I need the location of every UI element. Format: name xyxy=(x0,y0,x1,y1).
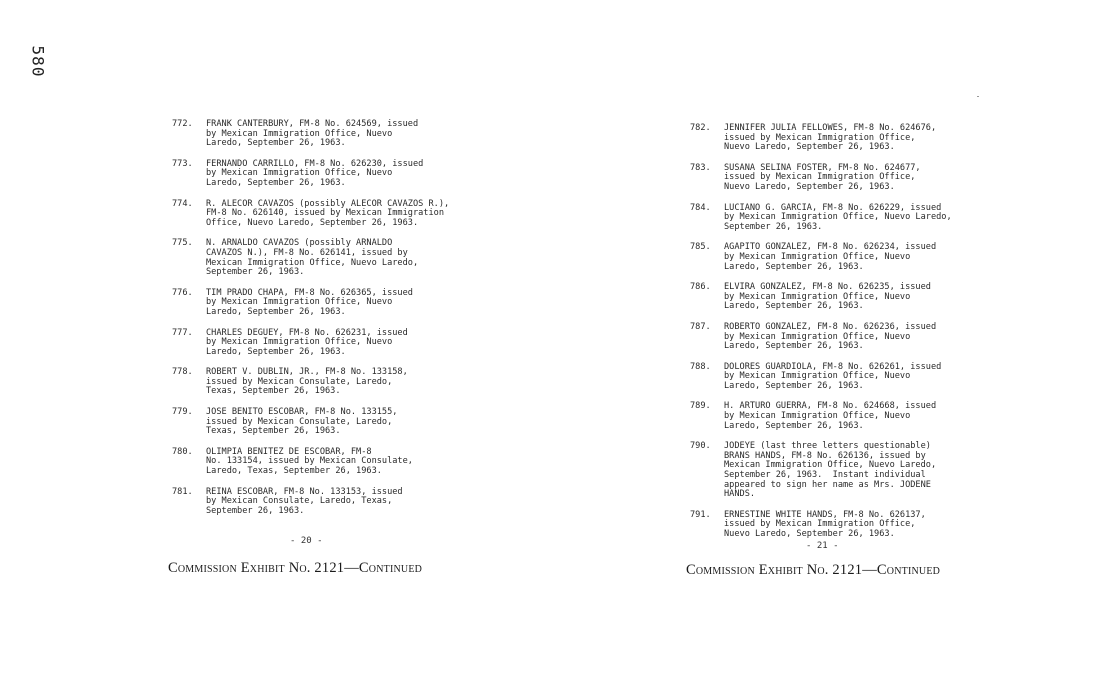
list-item xyxy=(690,164,990,193)
entry-number: 777. xyxy=(172,327,193,338)
list-item xyxy=(172,200,492,229)
page-number: 580 xyxy=(28,45,48,78)
entry-text: TIM PRADO CHAPA, FM-8 No. 626365, issued by Mexican Immigration Office, Nuevo Laredo, September 26, 1963. xyxy=(206,287,413,317)
entry-number: 782. xyxy=(690,123,711,133)
entry-number: 772. xyxy=(172,119,193,129)
list-item xyxy=(690,511,990,540)
entry-text: JENNIFER JULIA FELLOWES, FM-8 No. 624676, issued by Mexican Immigration Office, Nuevo Laredo, September 26, 1963. xyxy=(724,123,937,153)
entry-number: 784. xyxy=(690,202,711,213)
entry-text: JODEYE (last three letters questionable) BRANS HANDS, FM-8 No. 626136, issued by Mexican Immigration Office, Nuevo Laredo, September 26, 1963. Instant individual appeared to sign her name as Mrs. JODENE HANDS. xyxy=(724,441,937,500)
list-item xyxy=(172,329,492,358)
list-item xyxy=(690,124,990,153)
left-page-folio: - 20 - xyxy=(290,536,323,546)
left-page-caption: Commission Exhibit No. 2121—Continued xyxy=(168,560,423,576)
entry-text: FERNANDO CARRILLO, FM-8 No. 626230, issued by Mexican Immigration Office, Nuevo Laredo, September 26, 1963. xyxy=(206,158,424,188)
scan-speck xyxy=(977,96,979,97)
entry-text: ROBERTO GONZALEZ, FM-8 No. 626236, issued by Mexican Immigration Office, Nuevo Laredo, September 26, 1963. xyxy=(724,321,937,352)
list-item xyxy=(690,402,990,431)
entry-text: AGAPITO GONZALEZ, FM-8 No. 626234, issued by Mexican Immigration Office, Nuevo Laredo, September 26, 1963. xyxy=(724,242,937,272)
entry-text: H. ARTURO GUERRA, FM-8 No. 624668, issued by Mexican Immigration Office, Nuevo Laredo, September 26, 1963. xyxy=(724,401,937,431)
list-item xyxy=(172,488,492,517)
entry-number: 785. xyxy=(690,242,711,253)
list-item xyxy=(172,120,492,149)
list-item xyxy=(172,289,492,318)
entry-number: 791. xyxy=(690,509,711,520)
entry-text: R. ALECOR CAVAZOS (possibly ALECOR CAVAZOS R.), FM-8 No. 626140, issued by Mexican Immigration Office, Nuevo Laredo, September 26, 1963. xyxy=(206,198,450,228)
list-item xyxy=(172,448,492,477)
entry-number: 781. xyxy=(172,486,193,497)
list-item xyxy=(172,368,492,397)
list-item xyxy=(172,160,492,189)
entry-number: 783. xyxy=(690,162,711,173)
entry-text: N. ARNALDO CAVAZOS (possibly ARNALDO CAVAZOS N.), FM-8 No. 626141, issued by Mexican Immigration Office, Nuevo Laredo, September 26, 1963. xyxy=(206,238,419,278)
entry-text: DOLORES GUARDIOLA, FM-8 No. 626261, issued by Mexican Immigration Office, Nuevo Laredo, September 26, 1963. xyxy=(724,361,942,391)
entry-number: 778. xyxy=(172,367,193,378)
entry-number: 776. xyxy=(172,287,193,298)
entry-number: 788. xyxy=(690,361,711,372)
entry-text: REINA ESCOBAR, FM-8 No. 133153, issued by Mexican Consulate, Laredo, Texas, September 26, 1963. xyxy=(206,486,403,516)
entry-number: 779. xyxy=(172,407,193,418)
entry-number: 787. xyxy=(690,321,711,332)
list-item xyxy=(690,442,990,500)
left-page-entries xyxy=(172,120,492,527)
entry-text: JOSE BENITO ESCOBAR, FM-8 No. 133155, issued by Mexican Consulate, Laredo, Texas, September 26, 1963. xyxy=(206,407,398,437)
entry-text: SUSANA SELINA FOSTER, FM-8 No. 624677, issued by Mexican Immigration Office, Nuevo Laredo, September 26, 1963. xyxy=(724,162,921,192)
right-page-caption: Commission Exhibit No. 2121—Continued xyxy=(686,562,941,578)
list-item xyxy=(172,239,492,277)
entry-number: 773. xyxy=(172,158,193,169)
entry-text: CHARLES DEGUEY, FM-8 No. 626231, issued by Mexican Immigration Office, Nuevo Laredo, September 26, 1963. xyxy=(206,327,408,357)
list-item xyxy=(172,408,492,437)
entry-text: LUCIANO G. GARCIA, FM-8 No. 626229, issued by Mexican Immigration Office, Nuevo Laredo, September 26, 1963. xyxy=(724,202,952,232)
entry-text: FRANK CANTERBURY, FM-8 No. 624569, issued by Mexican Immigration Office, Nuevo Laredo, September 26, 1963. xyxy=(206,119,419,149)
list-item xyxy=(690,323,990,352)
entry-number: 775. xyxy=(172,238,193,249)
entry-number: 789. xyxy=(690,401,711,412)
list-item xyxy=(690,283,990,312)
entry-text: ERNESTINE WHITE HANDS, FM-8 No. 626137, issued by Mexican Immigration Office, Nuevo Laredo, September 26, 1963. xyxy=(724,509,926,539)
entry-text: ELVIRA GONZALEZ, FM-8 No. 626235, issued by Mexican Immigration Office, Nuevo Laredo, September 26, 1963. xyxy=(724,282,931,312)
entry-number: 786. xyxy=(690,282,711,293)
list-item xyxy=(690,243,990,272)
entry-number: 774. xyxy=(172,198,193,209)
entry-number: 780. xyxy=(172,446,193,457)
entry-number: 790. xyxy=(690,441,711,452)
list-item xyxy=(690,204,990,233)
list-item xyxy=(690,363,990,392)
entry-text: ROBERT V. DUBLIN, JR., FM-8 No. 133158, issued by Mexican Consulate, Laredo, Texas, September 26, 1963. xyxy=(206,367,408,397)
entry-text: OLIMPIA BENITEZ DE ESCOBAR, FM-8 No. 133154, issued by Mexican Consulate, Laredo, Texas, September 26, 1963. xyxy=(206,446,413,477)
right-page-entries xyxy=(690,124,990,551)
right-page-folio: - 21 - xyxy=(806,541,839,551)
